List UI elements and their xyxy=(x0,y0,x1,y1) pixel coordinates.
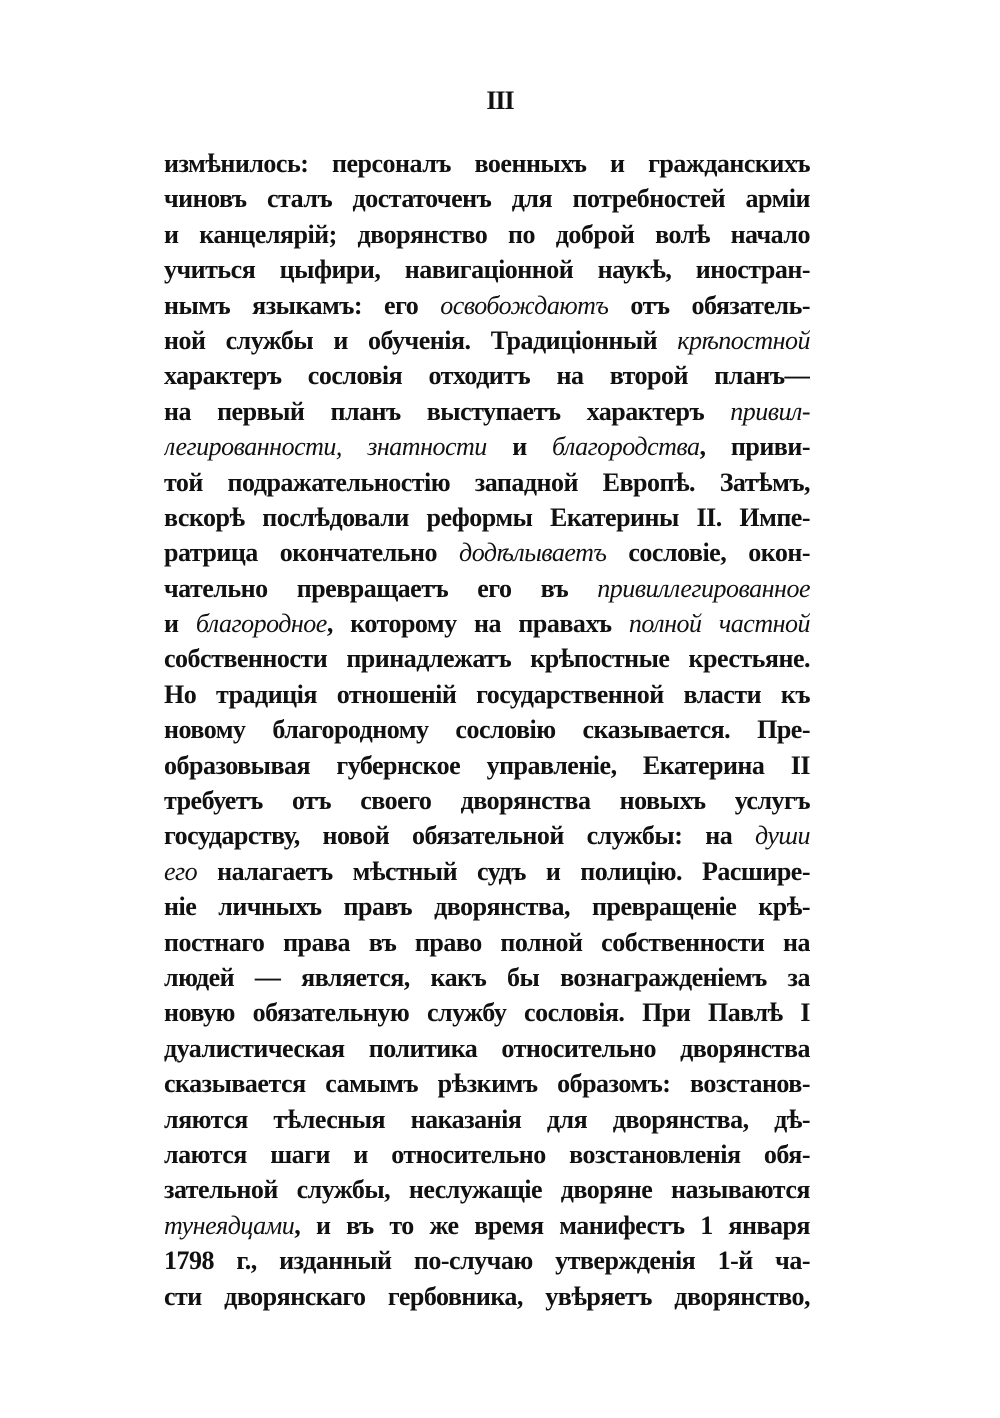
italic-text-segment: тунеядцами xyxy=(164,1210,295,1240)
text-line xyxy=(164,465,810,500)
text-segment: , приви- xyxy=(699,432,810,462)
text-line xyxy=(164,677,810,712)
text-line xyxy=(164,1066,810,1101)
text-line xyxy=(164,783,810,818)
text-line xyxy=(164,146,810,181)
text-line xyxy=(164,429,810,464)
italic-text-segment: благородное xyxy=(195,609,327,639)
text-segment: сказывается самымъ рѣзкимъ образомъ: возстанов- xyxy=(164,1069,810,1099)
body-text xyxy=(164,146,810,1314)
text-line xyxy=(164,394,810,429)
text-line xyxy=(164,712,810,747)
text-segment: сти дворянскаго гербовника, увѣряетъ дворянство, xyxy=(164,1281,810,1311)
italic-text-segment: полной частной xyxy=(628,609,810,639)
text-line xyxy=(164,818,810,853)
italic-text-segment: освобождаютъ xyxy=(440,290,609,320)
italic-text-segment: его xyxy=(164,856,198,886)
text-segment: характеръ сословія отходитъ на второй планъ— xyxy=(164,361,810,391)
text-segment: чиновъ сталъ достаточенъ для потребностей арміи xyxy=(164,184,810,214)
text-segment: собственности принадлежатъ крѣпостные крестьяне. xyxy=(164,644,810,674)
text-segment: учиться цыфири, навигаціонной наукѣ, иностран- xyxy=(164,255,810,285)
text-segment: ной службы и обученія. Традиціонный xyxy=(164,325,678,355)
text-segment: людей — является, какъ бы вознагражденіемъ за xyxy=(164,962,810,992)
text-segment: ляются тѣлесныя наказанія для дворянства, дѣ- xyxy=(164,1104,810,1134)
text-segment: зательной службы, неслужащіе дворяне называются xyxy=(164,1175,810,1205)
text-segment: измѣнилось: персоналъ военныхъ и гражданскихъ xyxy=(164,149,810,178)
italic-text-segment: крѣпостной xyxy=(677,325,810,355)
text-segment: ніе личныхъ правъ дворянства, превращеніе крѣ- xyxy=(164,892,810,922)
italic-text-segment: души xyxy=(755,821,810,851)
text-line xyxy=(164,323,810,358)
text-line xyxy=(164,606,810,641)
italic-text-segment: привиллегированное xyxy=(597,573,810,603)
text-line xyxy=(164,535,810,570)
page-number: III xyxy=(486,86,514,115)
text-line xyxy=(164,252,810,287)
text-segment: и xyxy=(164,609,196,639)
text-segment: лаются шаги и относительно возстановленія обя- xyxy=(164,1139,810,1169)
text-line xyxy=(164,748,810,783)
text-segment: образовывая губернское управленіе, Екатерина II xyxy=(164,750,810,780)
text-line xyxy=(164,1031,810,1066)
text-line xyxy=(164,571,810,606)
text-segment: отъ обязатель- xyxy=(608,290,810,320)
text-segment: чательно превращаетъ его въ xyxy=(164,573,598,603)
text-line xyxy=(164,925,810,960)
text-segment: , и въ то же время манифестъ 1 января xyxy=(294,1210,810,1240)
italic-text-segment: привил- xyxy=(730,396,810,426)
text-segment: на первый планъ выступаетъ характеръ xyxy=(164,396,731,426)
text-segment: налагаетъ мѣстный судъ и полицію. Расшире- xyxy=(197,856,810,886)
text-line xyxy=(164,181,810,216)
text-line xyxy=(164,1102,810,1137)
text-segment: дуалистическая политика относительно дворянства xyxy=(164,1033,810,1063)
text-line xyxy=(164,358,810,393)
text-line xyxy=(164,1137,810,1172)
text-line xyxy=(164,854,810,889)
text-segment: Но традиція отношеній государственной власти къ xyxy=(164,679,810,709)
text-line xyxy=(164,500,810,535)
text-line xyxy=(164,960,810,995)
text-segment: ратрица окончательно xyxy=(164,538,460,568)
text-segment: государству, новой обязательной службы: на xyxy=(164,821,756,851)
text-segment: той подражательностію западной Европѣ. Затѣмъ, xyxy=(164,467,810,497)
text-line xyxy=(164,217,810,252)
italic-text-segment: легированности, знатности xyxy=(164,432,487,462)
text-segment: постнаго права въ право полной собственности на xyxy=(164,927,810,957)
text-line xyxy=(164,641,810,676)
text-line xyxy=(164,288,810,323)
text-line xyxy=(164,889,810,924)
text-segment: 1798 г., изданный по-случаю утвержденія 1-й ча- xyxy=(164,1246,810,1276)
text-segment: нымъ языкамъ: его xyxy=(164,290,441,320)
text-segment: требуетъ отъ своего дворянства новыхъ услугъ xyxy=(164,786,810,816)
text-segment: и канцелярій; дворянство по доброй волѣ начало xyxy=(164,219,810,249)
text-segment: и xyxy=(486,432,553,462)
text-segment: вскорѣ послѣдовали реформы Екатерины II. Импе- xyxy=(164,502,810,532)
italic-text-segment: благородства xyxy=(552,432,700,462)
text-line xyxy=(164,1208,810,1243)
text-line xyxy=(164,1243,810,1278)
text-segment: , которому на правахъ xyxy=(326,609,629,639)
italic-text-segment: додѣлываетъ xyxy=(459,538,607,568)
text-line xyxy=(164,1172,810,1207)
text-segment: сословіе, окон- xyxy=(606,538,810,568)
text-segment: новую обязательную службу сословія. При Павлѣ I xyxy=(164,998,810,1028)
text-line xyxy=(164,1279,810,1314)
text-segment: новому благородному сословію сказывается. Пре- xyxy=(164,715,810,745)
text-line xyxy=(164,995,810,1030)
